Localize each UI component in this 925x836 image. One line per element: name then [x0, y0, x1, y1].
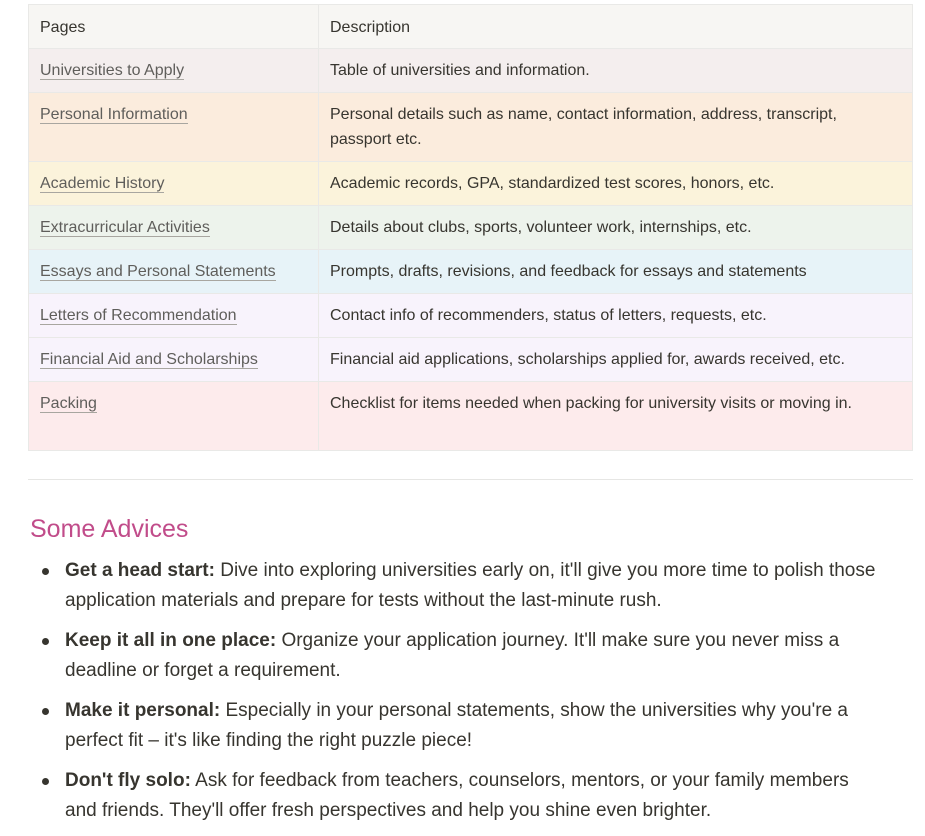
bullet-icon — [42, 638, 49, 645]
page-link-essays-and-personal-statements[interactable]: Essays and Personal Statements — [40, 263, 276, 280]
page-link-financial-aid-and-scholarships[interactable]: Financial Aid and Scholarships — [40, 351, 258, 368]
description-text: Personal details such as name, contact information, address, transcript, passport etc. — [330, 106, 837, 148]
page-link-academic-history[interactable]: Academic History — [40, 175, 165, 192]
column-header-description: Description — [319, 5, 913, 49]
pages-table — [28, 4, 913, 451]
advice-text: Ask for feedback from teachers, counselors, mentors, or your family members and friends. They'll offer fresh perspectives and help you shine even brighter. — [65, 770, 849, 821]
advice-title: Make it personal: — [65, 700, 221, 721]
advice-text: Organize your application journey. It'll make sure you never miss a deadline or forget a requirement. — [65, 630, 840, 681]
column-header-pages: Pages — [29, 5, 319, 49]
advice-title: Get a head start: — [65, 560, 215, 581]
bullet-icon — [42, 568, 49, 575]
page-link-universities-to-apply[interactable]: Universities to Apply — [40, 62, 185, 79]
page-cell — [29, 250, 319, 294]
description-cell — [319, 250, 913, 294]
advice-title: Keep it all in one place: — [65, 630, 277, 651]
page-cell — [29, 206, 319, 250]
page-cell — [29, 93, 319, 162]
table-row — [29, 382, 913, 451]
description-cell — [319, 382, 913, 451]
table-row — [29, 206, 913, 250]
description-cell — [319, 294, 913, 338]
advice-list — [0, 556, 925, 836]
list-item — [0, 766, 925, 826]
page-link-extracurricular-activities[interactable]: Extracurricular Activities — [40, 219, 210, 236]
section-heading-some-advices: Some Advices — [30, 515, 189, 543]
description-text: Prompts, drafts, revisions, and feedback for essays and statements — [330, 263, 807, 280]
page-cell — [29, 382, 319, 451]
list-item — [0, 556, 925, 616]
bullet-icon — [42, 708, 49, 715]
description-text: Checklist for items needed when packing for university visits or moving in. — [330, 395, 852, 412]
description-text: Financial aid applications, scholarships applied for, awards received, etc. — [330, 351, 845, 368]
table-row — [29, 294, 913, 338]
page-link-letters-of-recommendation[interactable]: Letters of Recommendation — [40, 307, 237, 324]
description-text: Table of universities and information. — [330, 62, 590, 79]
page-link-personal-information[interactable]: Personal Information — [40, 106, 188, 123]
table-row — [29, 93, 913, 162]
advice-title: Don't fly solo: — [65, 770, 191, 791]
bullet-icon — [42, 778, 49, 785]
table-header-row — [29, 5, 913, 49]
advice-text: Dive into exploring universities early on, it'll give you more time to polish those application materials and prepare for tests without the last-minute rush. — [65, 560, 876, 611]
description-cell — [319, 162, 913, 206]
advice-text: Especially in your personal statements, show the universities why you're a perfect fit – it's like finding the right puzzle piece! — [65, 700, 848, 751]
description-text: Contact info of recommenders, status of letters, requests, etc. — [330, 307, 767, 324]
table-row — [29, 49, 913, 93]
page-link-packing[interactable]: Packing — [40, 395, 97, 412]
page-cell — [29, 338, 319, 382]
description-text: Academic records, GPA, standardized test scores, honors, etc. — [330, 175, 775, 192]
description-cell — [319, 206, 913, 250]
table-row — [29, 162, 913, 206]
description-cell — [319, 49, 913, 93]
page-cell — [29, 49, 319, 93]
table-row — [29, 338, 913, 382]
divider — [28, 479, 913, 480]
page-cell — [29, 162, 319, 206]
description-cell — [319, 338, 913, 382]
description-text: Details about clubs, sports, volunteer work, internships, etc. — [330, 219, 752, 236]
description-cell — [319, 93, 913, 162]
table-row — [29, 250, 913, 294]
list-item — [0, 626, 925, 686]
page-cell — [29, 294, 319, 338]
list-item — [0, 696, 925, 756]
